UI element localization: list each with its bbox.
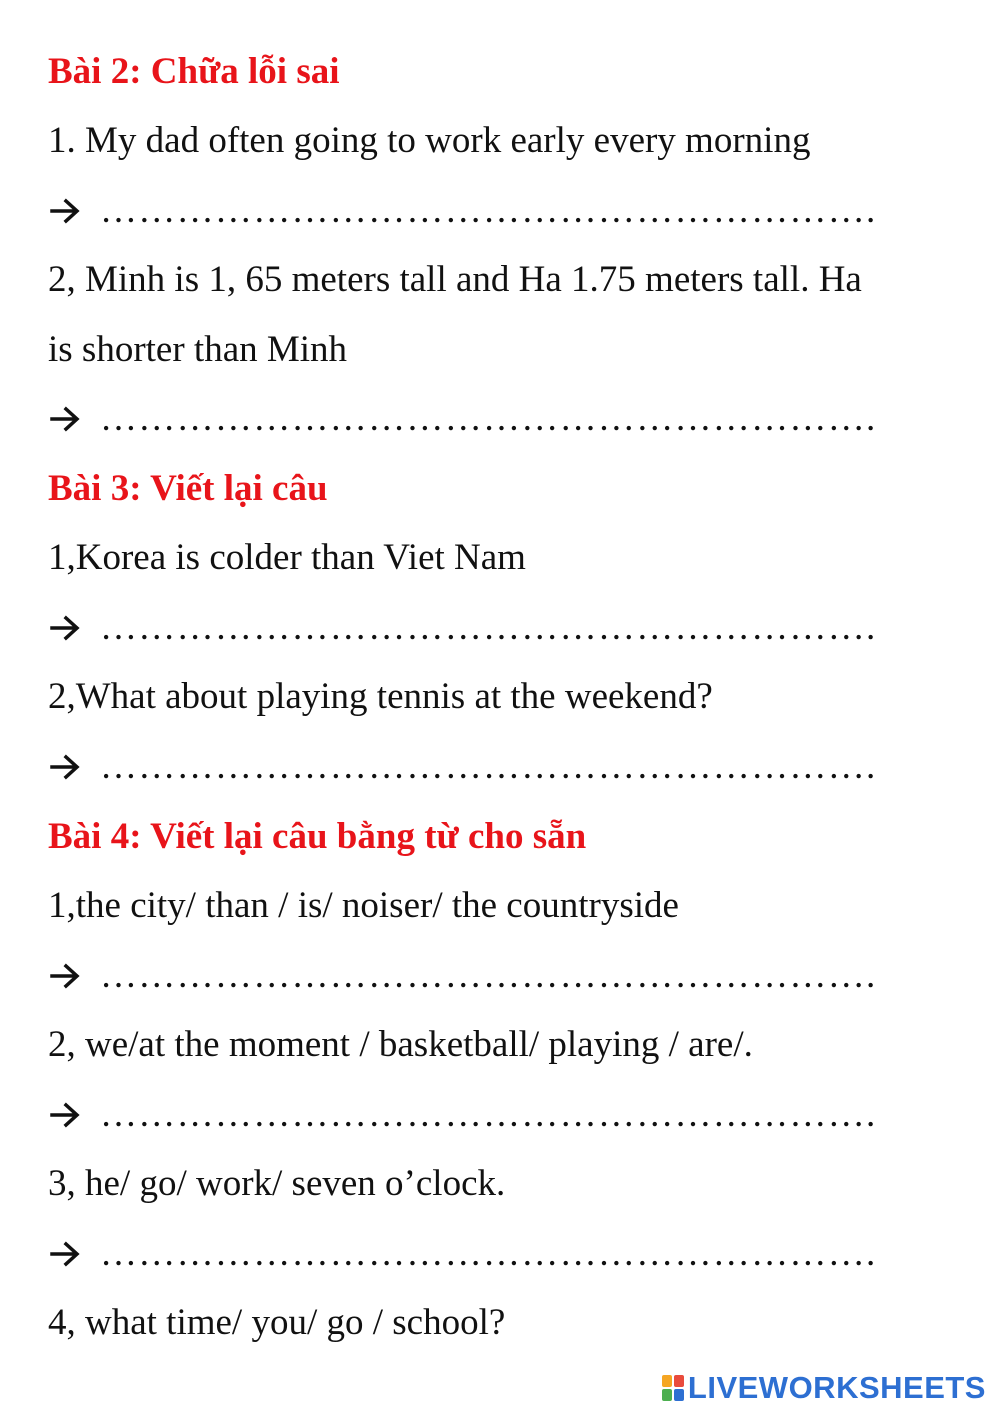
right-arrow-icon — [48, 196, 86, 226]
question-text-line-1: 2, Minh is 1, 65 meters tall and Ha 1.75 meters tall. Ha — [48, 259, 862, 300]
section-heading-bai-3: Bài 3: Viết lại câu — [48, 468, 328, 509]
answer-blank[interactable]: ……………………………………………………. — [100, 955, 877, 996]
answer-line[interactable] — [48, 745, 877, 789]
right-arrow-icon — [48, 1239, 86, 1269]
question-text: 2, we/at the moment / basketball/ playing / are/. — [48, 1024, 753, 1065]
answer-blank[interactable]: ……………………………………………………. — [100, 607, 877, 648]
question-text: 1,the city/ than / is/ noiser/ the countryside — [48, 885, 679, 926]
answer-blank[interactable]: ……………………………………………………. — [100, 398, 877, 439]
question-text: 3, he/ go/ work/ seven o’clock. — [48, 1163, 506, 1204]
section-heading-bai-2: Bài 2: Chữa lỗi sai — [48, 51, 340, 92]
right-arrow-icon — [48, 1100, 86, 1130]
answer-blank[interactable]: ……………………………………………………. — [100, 746, 877, 787]
answer-line[interactable] — [48, 1232, 877, 1276]
liveworksheets-brand[interactable] — [662, 1370, 986, 1406]
right-arrow-icon — [48, 613, 86, 643]
brand-name: LIVEWORKSHEETS — [687, 1370, 986, 1405]
liveworksheets-logo-icon — [662, 1375, 684, 1401]
answer-line[interactable] — [48, 606, 877, 650]
right-arrow-icon — [48, 752, 86, 782]
answer-blank[interactable]: ……………………………………………………. — [100, 1094, 877, 1135]
right-arrow-icon — [48, 404, 86, 434]
question-text-line-2: is shorter than Minh — [48, 329, 348, 370]
question-text: 4, what time/ you/ go / school? — [48, 1302, 506, 1343]
answer-line[interactable] — [48, 1093, 877, 1137]
question-text: 2,What about playing tennis at the weekend? — [48, 676, 713, 717]
right-arrow-icon — [48, 961, 86, 991]
question-text: 1. My dad often going to work early every morning — [48, 120, 811, 161]
answer-blank[interactable]: ……………………………………………………. — [100, 1233, 877, 1274]
answer-line[interactable] — [48, 954, 877, 998]
section-heading-bai-4: Bài 4: Viết lại câu bằng từ cho sẵn — [48, 816, 587, 857]
answer-line[interactable] — [48, 397, 877, 441]
answer-line[interactable] — [48, 189, 877, 233]
answer-blank[interactable]: ……………………………………………………. — [100, 190, 877, 231]
question-text: 1,Korea is colder than Viet Nam — [48, 537, 526, 578]
